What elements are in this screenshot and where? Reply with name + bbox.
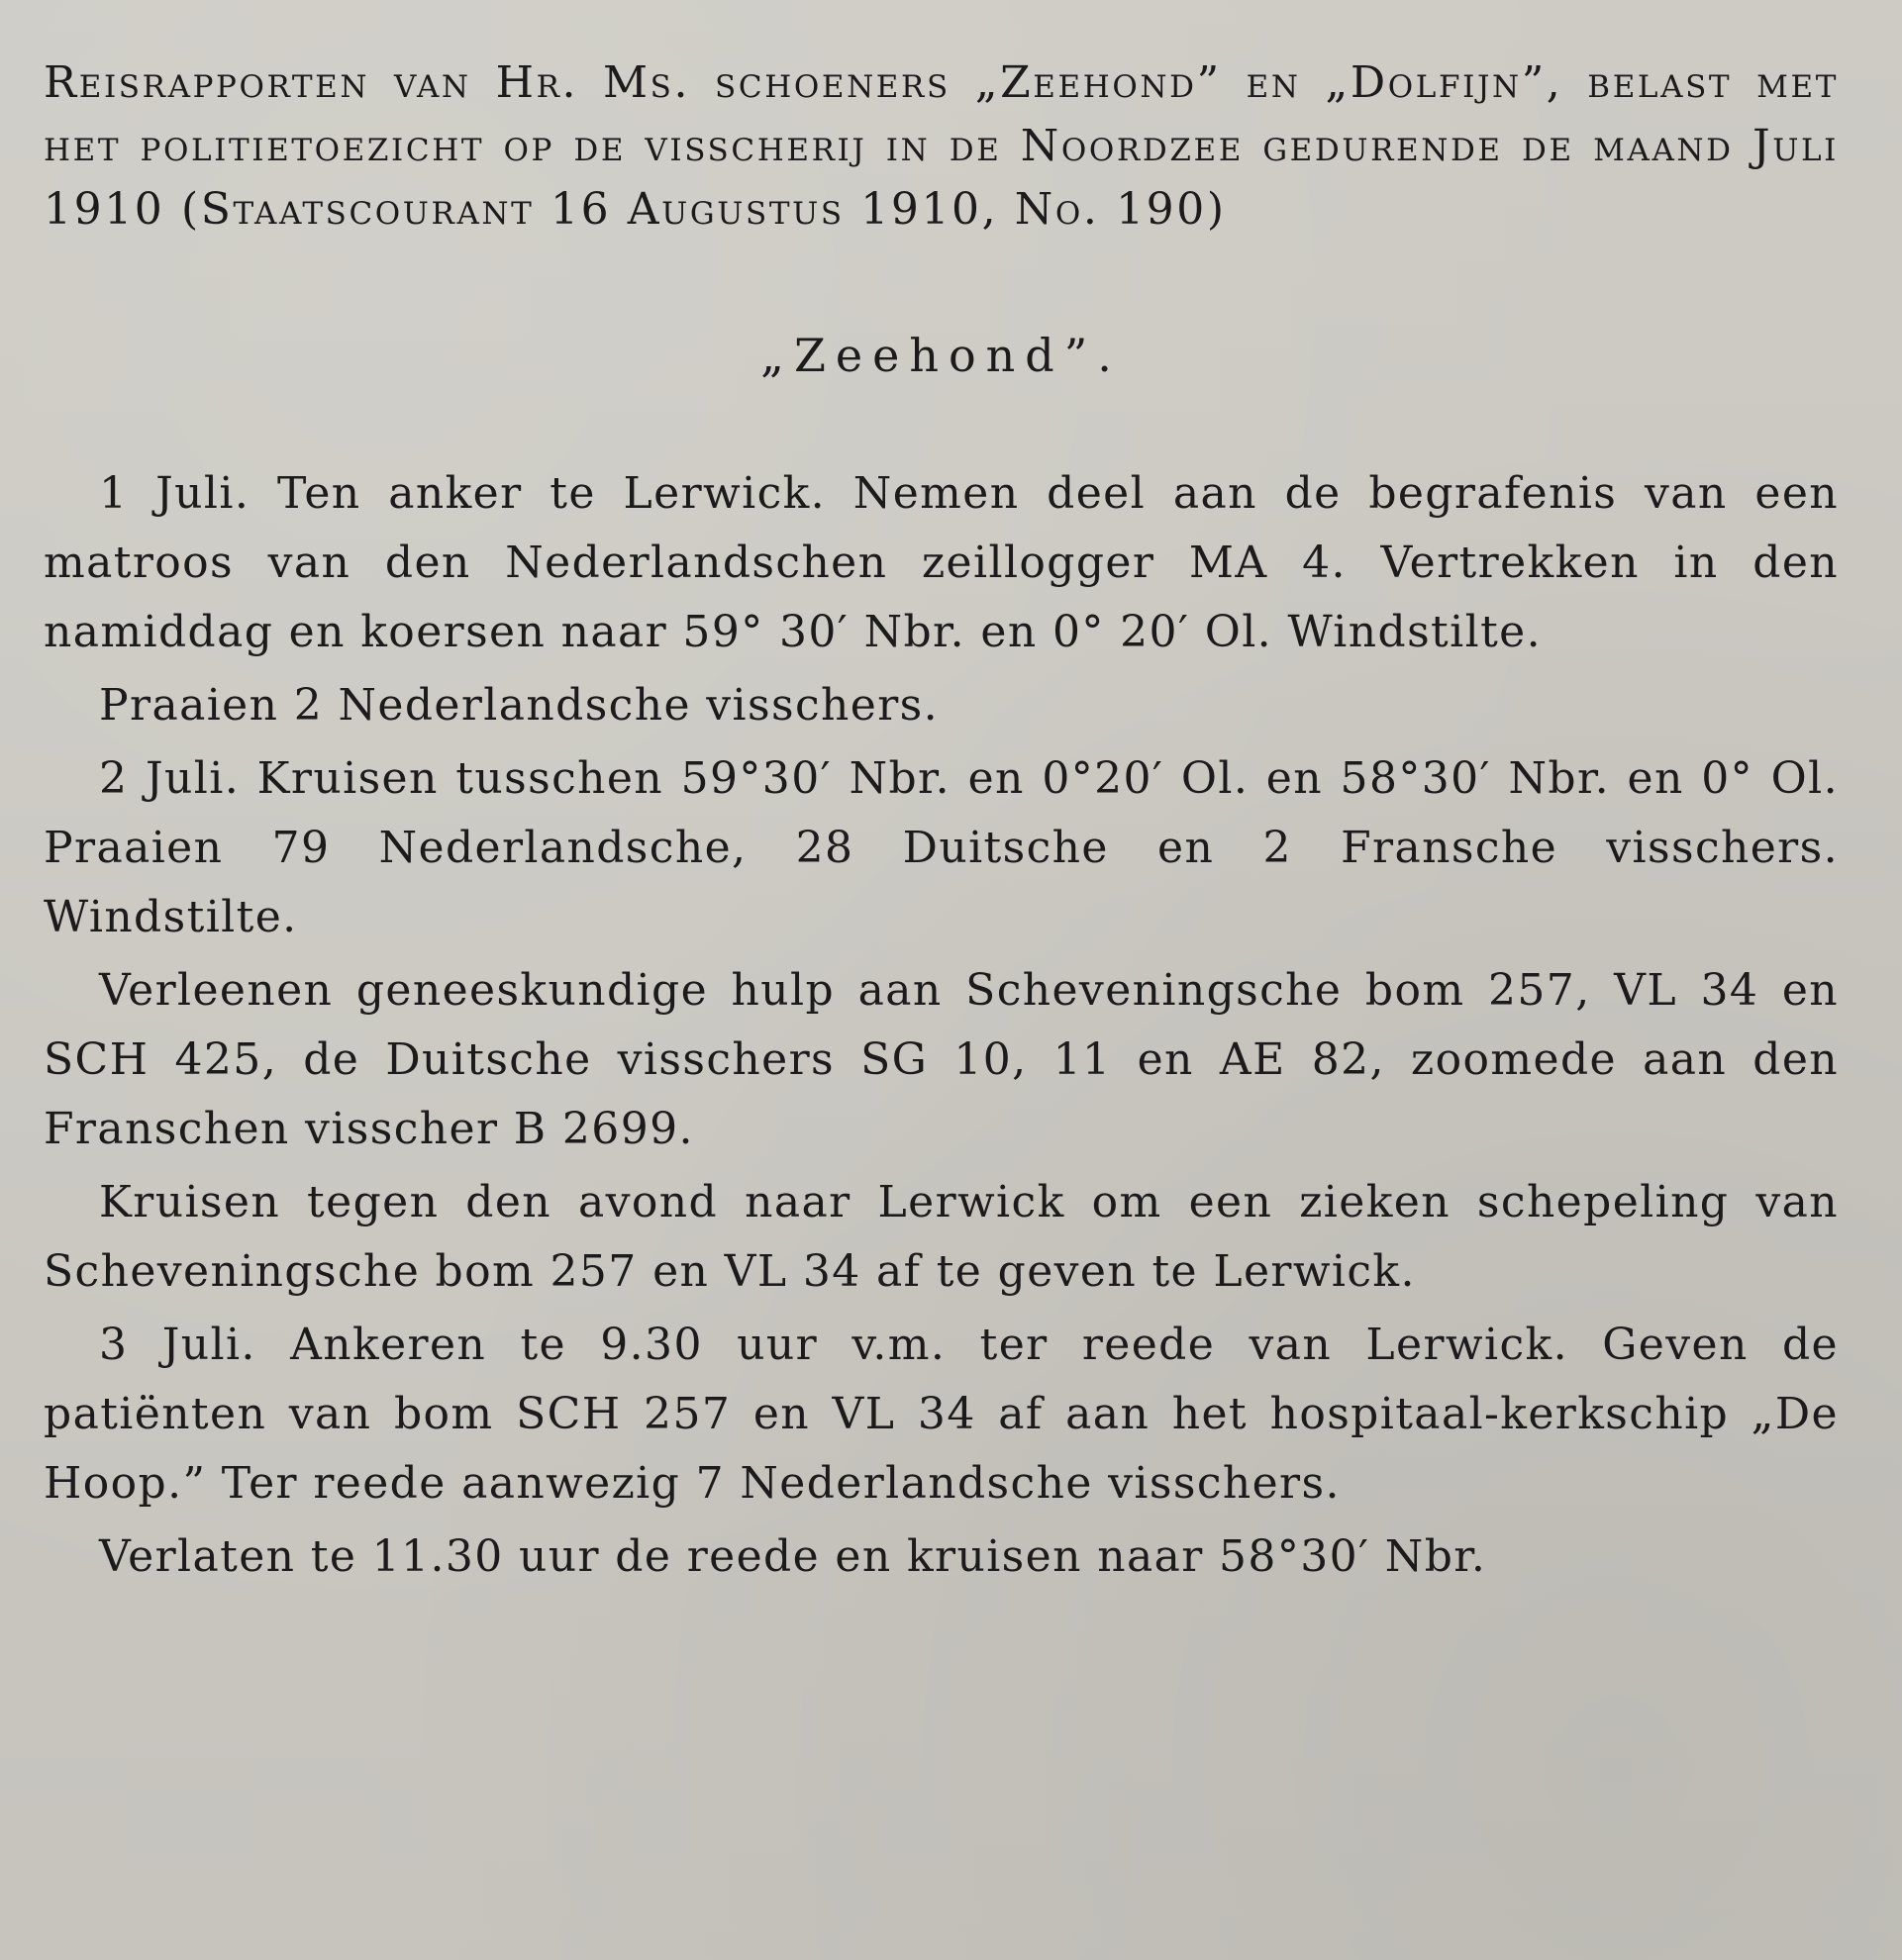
paragraph-2-juli: 2 Juli. Kruisen tusschen 59°30′ Nbr. en 0°20′ Ol. en 58°30′ Nbr. en 0° Ol. Praaien 79 Nederlandsche, 28 Duitsche en 2 Fransche visschers. Windstilte. bbox=[44, 753, 1839, 942]
document-title: Reisrapporten van Hr. Ms. schoeners „Zeehond” en „Dolfijn”, belast met het politietoezicht op de visscherij in de Noordzee gedurende de maand Juli 1910 (Staatscourant 16 Augustus 1910, No. 190) bbox=[44, 57, 1839, 235]
paragraph-praaien: Praaien 2 Nederlandsche visschers. bbox=[99, 680, 940, 731]
paragraph-1-juli: 1 Juli. Ten anker te Lerwick. Nemen deel aan de begrafenis van een matroos van den Nederlandschen zeillogger MA 4. Vertrekken in den namiddag en koersen naar 59° 30′ Nbr. en 0° 20′ Ol. Windstilte. bbox=[44, 468, 1839, 657]
paragraph-kruisen-lerwick: Kruisen tegen den avond naar Lerwick om een zieken schepeling van Scheveningsche bom 257 en VL 34 af te geven te Lerwick. bbox=[44, 1177, 1839, 1297]
section-heading: „Zeehond”. bbox=[760, 329, 1122, 382]
paragraph-geneeskundige-hulp: Verleenen geneeskundige hulp aan Scheveningsche bom 257, VL 34 en SCH 425, de Duitsche visschers SG 10, 11 en AE 82, zoomede aan den Franschen visscher B 2699. bbox=[44, 965, 1839, 1154]
report-body bbox=[44, 459, 1839, 1592]
paragraph-verlaten: Verlaten te 11.30 uur de reede en kruisen naar 58°30′ Nbr. bbox=[99, 1531, 1487, 1582]
paragraph-3-juli: 3 Juli. Ankeren te 9.30 uur v.m. ter reede van Lerwick. Geven de patiënten van bom SCH 257 en VL 34 af aan het hospitaal-kerkschip „De Hoop.” Ter reede aanwezig 7 Nederlandsche visschers. bbox=[44, 1320, 1839, 1509]
